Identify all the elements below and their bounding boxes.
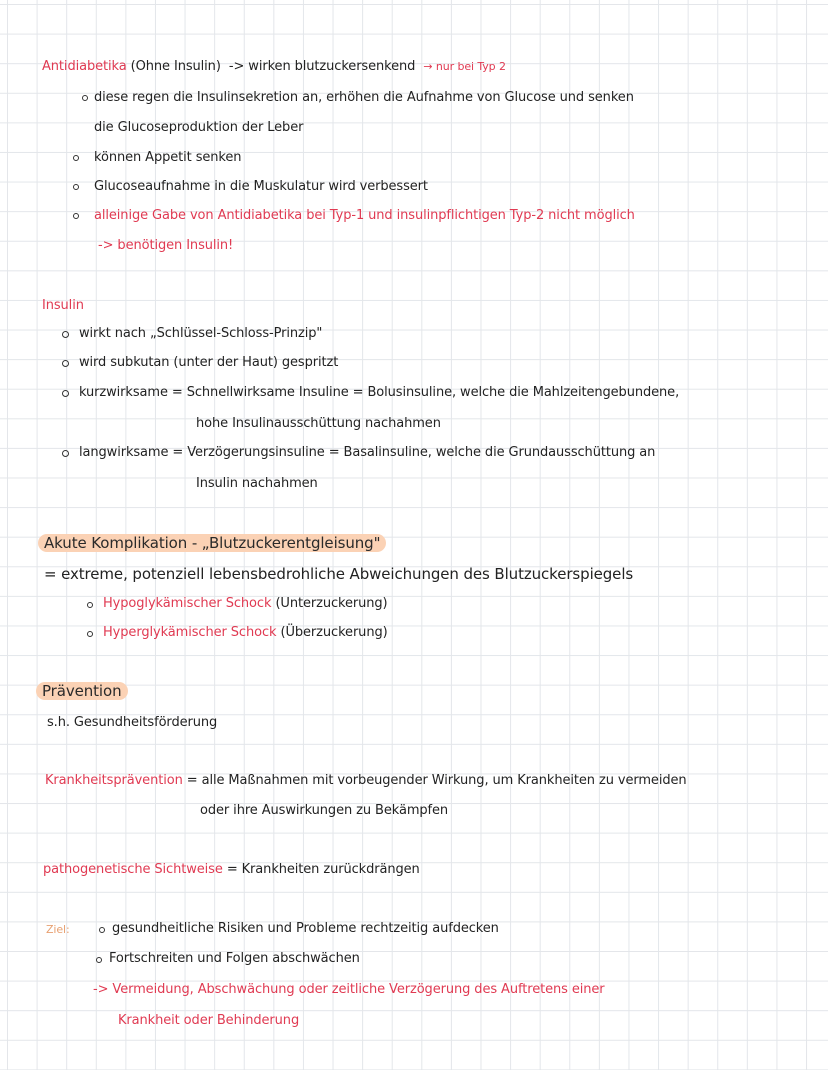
insulin-bullet-4a: langwirksame = Verzögerungsinsuline = Basalinsuline, welche die Grundausschüttung an: [79, 445, 656, 460]
krankheitspraevention-def-2: oder ihre Auswirkungen zu Bekämpfen: [200, 803, 449, 818]
bullet-dot: [87, 602, 93, 608]
krankheitspraevention-term: Krankheitsprävention: [45, 773, 183, 788]
insulin-bullet-3b: hohe Insulinausschüttung nachahmen: [196, 416, 441, 431]
bullet-dot: [62, 450, 69, 457]
praevention-heading: Prävention: [36, 682, 128, 700]
antidiabetika-bullet-1b: die Glucoseproduktion der Leber: [94, 120, 304, 135]
hypoglykaemie-term: Hypoglykämischer Schock: [103, 596, 272, 611]
ziel-item-3a: -> Vermeidung, Abschwächung oder zeitliche Verzögerung des Auftretens einer: [93, 982, 605, 997]
bullet-dot: [99, 927, 105, 933]
bullet-dot: [87, 631, 93, 637]
antidiabetika-heading: Antidiabetika: [42, 59, 127, 74]
bullet-dot: [62, 360, 69, 367]
antidiabetika-bullet-2: können Appetit senken: [94, 150, 242, 165]
antidiabetika-heading-paren: (Ohne Insulin): [130, 59, 221, 74]
akute-heading: Akute Komplikation - „Blutzuckerentgleisung": [38, 534, 386, 552]
bullet-dot: [62, 331, 69, 338]
bullet-dot: [62, 390, 69, 397]
insulin-bullet-3a: kurzwirksame = Schnellwirksame Insuline = Bolusinsuline, welche die Mahlzeitengebundene,: [79, 385, 680, 400]
akute-item-2: [103, 625, 388, 641]
hyperglykaemie-term: Hyperglykämischer Schock: [103, 625, 277, 640]
praevention-heading-wrap: [36, 681, 128, 701]
antidiabetika-bullet-3: Glucoseaufnahme in die Muskulatur wird verbessert: [94, 179, 428, 194]
pathogenetisch-term: pathogenetische Sichtweise: [43, 862, 223, 877]
bullet-dot: [73, 155, 79, 161]
insulin-bullet-4b: Insulin nachahmen: [196, 476, 318, 491]
akute-heading-wrap: [38, 533, 386, 553]
ziel-item-3b: Krankheit oder Behinderung: [118, 1013, 300, 1028]
pathogenetisch-def: = Krankheiten zurückdrängen: [226, 862, 420, 877]
ziel-item-2: Fortschreiten und Folgen abschwächen: [109, 951, 360, 966]
krankheitspraevention-line: [45, 773, 687, 789]
insulin-heading: Insulin: [42, 298, 84, 313]
insulin-bullet-2: wird subkutan (unter der Haut) gespritzt: [79, 355, 339, 370]
bullet-dot: [73, 184, 79, 190]
pathogenetisch-line: [43, 862, 420, 878]
antidiabetika-bullet-4b: -> benötigen Insulin!: [98, 238, 234, 253]
bullet-dot: [96, 957, 102, 963]
ziel-label: Ziel:: [46, 923, 70, 936]
bullet-dot: [82, 95, 88, 101]
antidiabetika-type-note: → nur bei Typ 2: [423, 60, 506, 73]
antidiabetika-heading-line: [42, 59, 506, 75]
akute-item-1: [103, 596, 388, 612]
akute-definition: = extreme, potenziell lebensbedrohliche Abweichungen des Blutzuckerspiegels: [44, 565, 634, 583]
antidiabetika-effect: -> wirken blutzuckersenkend: [228, 59, 416, 74]
insulin-bullet-1: wirkt nach „Schlüssel-Schloss-Prinzip": [79, 326, 323, 341]
hypoglykaemie-paren: (Unterzuckerung): [275, 596, 388, 611]
hyperglykaemie-paren: (Überzuckerung): [280, 625, 388, 640]
praevention-ref: s.h. Gesundheitsförderung: [47, 715, 218, 730]
antidiabetika-bullet-1a: diese regen die Insulinsekretion an, erhöhen die Aufnahme von Glucose und senken: [94, 90, 634, 105]
ziel-item-1: gesundheitliche Risiken und Probleme rechtzeitig aufdecken: [112, 921, 499, 936]
krankheitspraevention-def: = alle Maßnahmen mit vorbeugender Wirkung, um Krankheiten zu vermeiden: [186, 773, 687, 788]
antidiabetika-bullet-4a: alleinige Gabe von Antidiabetika bei Typ-1 und insulinpflichtigen Typ-2 nicht möglich: [94, 208, 635, 223]
bullet-dot: [73, 213, 79, 219]
